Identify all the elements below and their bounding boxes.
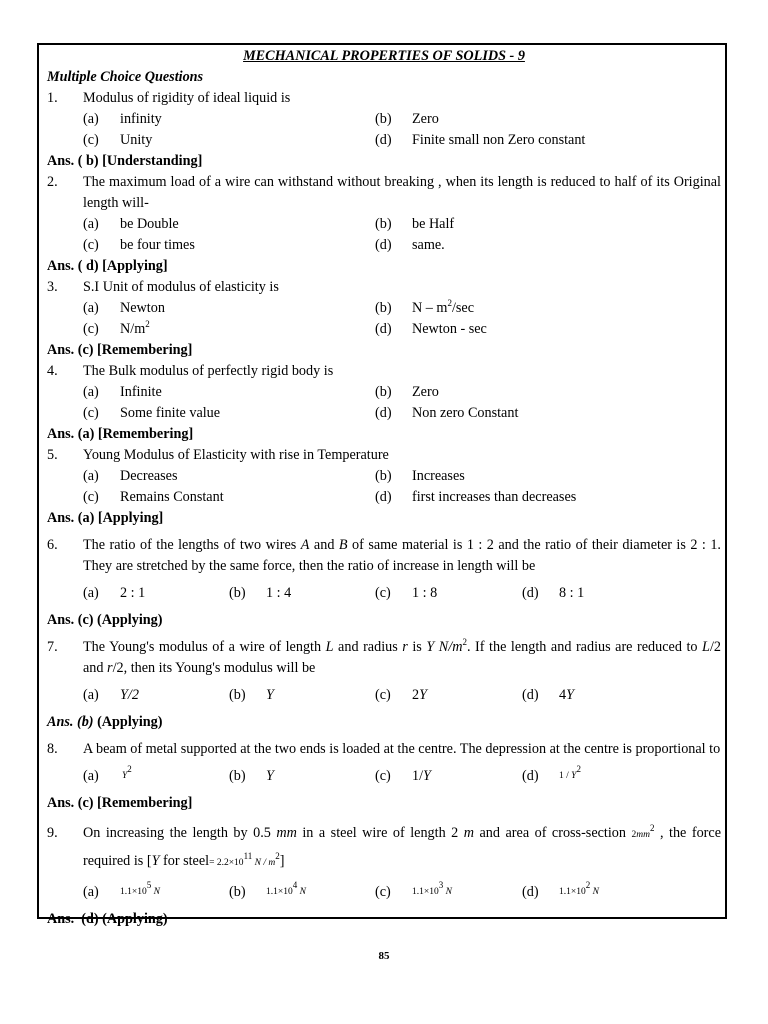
option-c: (c) Remains Constant: [83, 489, 224, 505]
option-a: (a) $Y^2$: [83, 764, 132, 784]
options-row: [47, 298, 721, 319]
question-text: The Young's modulus of a wire of length L and radius r is Y $N/m^2$. If the length and radius are reduced to L/2 and r/2, then its Young's modulus will be: [83, 637, 721, 676]
option-c: (c) $N/m^2$: [83, 319, 150, 337]
options-row: [47, 319, 721, 340]
options-row: [47, 382, 721, 403]
options-row: [47, 109, 721, 130]
section-heading: Multiple Choice Questions: [47, 69, 204, 85]
option-a: (a) Newton: [83, 300, 165, 316]
option-a: (a) 2 : 1: [83, 585, 146, 601]
question-number: 9.: [47, 825, 58, 841]
question-number: 2.: [47, 174, 58, 190]
option-b: (b) N – $m^2/\sec$: [375, 298, 475, 316]
option-a: (a) $1.1\times 10^5$ N: [83, 880, 160, 900]
answer-line: Ans. (c) [Remembering]: [47, 795, 193, 811]
option-a: (a) Y/2: [83, 687, 139, 703]
option-a: (a) be Double: [83, 216, 179, 232]
options-row: [47, 130, 721, 151]
question-text: A beam of metal supported at the two ends is loaded at the centre. The depression at the centre is proportional to: [83, 741, 721, 757]
option-b: (b) be Half: [375, 216, 455, 232]
question-2: [47, 172, 721, 277]
options-row: [47, 487, 721, 508]
question-text: On increasing the length by 0.5 mm in a steel wire of length 2 m and area of cross-section $2mm^2$ , the force required is [Y for steel= $2.2\times 10^{11}$ N / $m^2$]: [83, 823, 721, 869]
question-text: Young Modulus of Elasticity with rise in Temperature: [83, 447, 389, 463]
document-content: [47, 46, 721, 930]
answer-line: Ans. (b) (Applying): [47, 714, 163, 730]
option-d: (d) $1 / Y^2$: [522, 764, 581, 784]
question-number: 7.: [47, 639, 58, 655]
option-d: (d) 8 : 1: [522, 585, 585, 601]
question-text: The maximum load of a wire can withstand without breaking , when its length is reduced to half of its Original length will-: [83, 174, 721, 211]
option-a: (a) Infinite: [83, 384, 162, 400]
options-row: [47, 766, 721, 787]
question-number: 8.: [47, 741, 58, 757]
option-c: (c) be four times: [83, 237, 195, 253]
question-1: [47, 88, 721, 172]
option-c: (c) 1 : 8: [375, 585, 438, 601]
options-row: [47, 466, 721, 487]
option-c: (c) Some finite value: [83, 405, 221, 421]
option-b: (b) Y: [229, 768, 274, 784]
answer-line: Ans. (c) (Applying): [47, 612, 163, 628]
option-b: (b) 1 : 4: [229, 585, 292, 601]
option-a: (a) Decreases: [83, 468, 178, 484]
answer-line: Ans. (a) [Remembering]: [47, 426, 194, 442]
question-number: 4.: [47, 363, 58, 379]
document-title: MECHANICAL PROPERTIES OF SOLIDS - 9: [243, 48, 525, 64]
option-b: (b) Y: [229, 687, 274, 703]
question-5: [47, 445, 721, 529]
question-9: [47, 820, 721, 930]
option-b: (b) $1.1\times 10^4$ N: [229, 880, 306, 900]
option-c: (c) 2Y: [375, 687, 427, 703]
option-a: (a) infinity: [83, 111, 162, 127]
option-d: (d) same.: [375, 237, 445, 253]
option-b: (b) Increases: [375, 468, 465, 484]
question-3: [47, 277, 721, 361]
option-d: (d) Newton - sec: [375, 321, 487, 337]
option-d: (d) Non zero Constant: [375, 405, 519, 421]
options-row: [47, 214, 721, 235]
options-row: [47, 403, 721, 424]
option-d: (d) first increases than decreases: [375, 489, 577, 505]
question-text: The Bulk modulus of perfectly rigid body is: [83, 363, 334, 379]
question-number: 5.: [47, 447, 58, 463]
option-d: (d) Finite small non Zero constant: [375, 132, 586, 148]
question-number: 3.: [47, 279, 58, 295]
question-text: S.I Unit of modulus of elasticity is: [83, 279, 279, 295]
option-c: (c) Unity: [83, 132, 153, 148]
question-7: [47, 637, 721, 733]
option-b: (b) Zero: [375, 384, 439, 400]
options-row: [47, 235, 721, 256]
page-number: 85: [378, 950, 390, 962]
option-b: (b) Zero: [375, 111, 439, 127]
option-d: (d) 4Y: [522, 687, 574, 703]
option-d: (d) $1.1\times 10^2$ N: [522, 880, 599, 900]
answer-line: Ans. (a) [Applying]: [47, 510, 164, 526]
question-8: [47, 739, 721, 814]
answer-line: Ans. (c) [Remembering]: [47, 342, 193, 358]
answer-line: Ans. ( d) [Applying]: [47, 258, 168, 274]
question-number: 6.: [47, 537, 58, 553]
options-row: [47, 882, 721, 903]
options-row: [47, 583, 721, 604]
option-c: (c) 1/Y: [375, 768, 431, 784]
answer-line: Ans. (d) (Applying): [47, 911, 168, 927]
answer-line: Ans. ( b) [Understanding]: [47, 153, 203, 169]
options-row: [47, 685, 721, 706]
question-number: 1.: [47, 90, 58, 106]
question-6: [47, 535, 721, 631]
question-text: The ratio of the lengths of two wires A and B of same material is 1 : 2 and the ratio of their diameter is 2 : 1. They are stretched by the same force, then the ratio of increase in length will be: [83, 537, 721, 574]
question-4: [47, 361, 721, 445]
option-c: (c) $1.1\times 10^3$ N: [375, 880, 452, 900]
question-text: Modulus of rigidity of ideal liquid is: [83, 90, 291, 106]
